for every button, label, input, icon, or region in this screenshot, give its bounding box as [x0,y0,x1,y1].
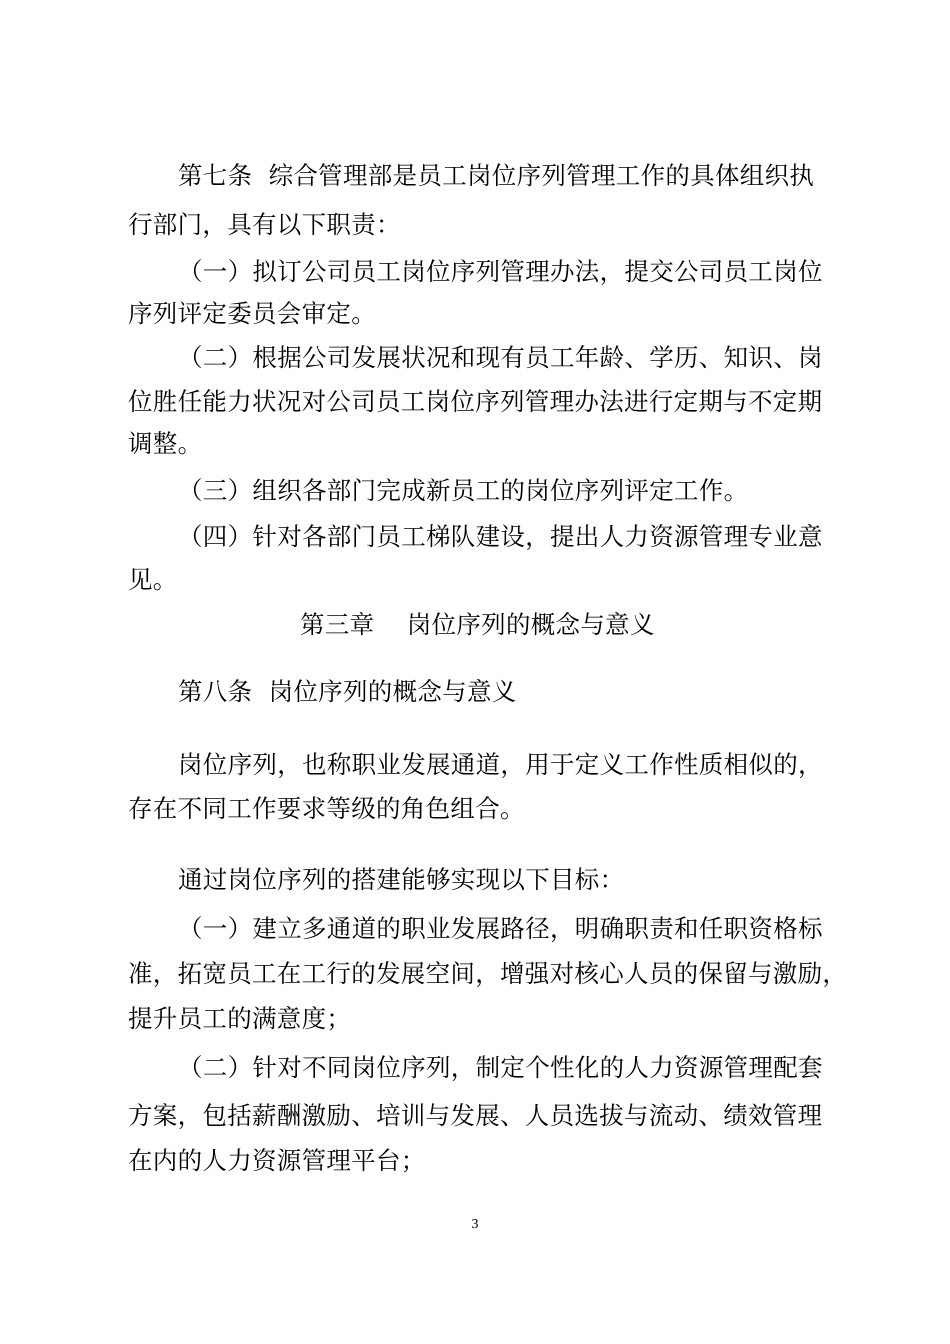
goal-2-line-1: （二）针对不同岗位序列，制定个性化的人力资源管理配套 [178,1053,823,1082]
goal-1-line-2: 准，拓宽员工在工行的发展空间，增强对核心人员的保留与激励， [128,959,848,988]
article-7-line-1: 第七条 综合管理部是员工岗位序列管理工作的具体组织执 [178,161,815,190]
goal-1-line-1: （一）建立多通道的职业发展路径，明确职责和任职资格标 [178,914,823,943]
item-2-line-3: 调整。 [128,429,203,458]
item-2-line-1: （二）根据公司发展状况和现有员工年龄、学历、知识、岗 [178,343,823,372]
chapter-3-heading: 第三章 岗位序列的概念与意义 [300,610,655,639]
item-1-line-2: 序列评定委员会审定。 [128,299,376,328]
goals-intro: 通过岗位序列的搭建能够实现以下目标： [178,865,625,894]
goal-2-line-2: 方案，包括薪酬激励、培训与发展、人员选拔与流动、绩效管理 [128,1101,823,1130]
item-1-line-1: （一）拟订公司员工岗位序列管理办法，提交公司员工岗位 [178,257,823,286]
goal-2-line-3: 在内的人力资源管理平台； [128,1146,426,1175]
page-number: 3 [471,1217,479,1232]
item-4-line-1: （四）针对各部门员工梯队建设，提出人力资源管理专业意 [178,522,823,551]
item-2-line-2: 位胜任能力状况对公司员工岗位序列管理办法进行定期与不定期 [128,387,823,416]
article-8-heading: 第八条 岗位序列的概念与意义 [178,677,517,706]
definition-line-1: 岗位序列，也称职业发展通道，用于定义工作性质相似的， [178,750,823,779]
goal-1-line-3: 提升员工的满意度； [128,1004,352,1033]
item-3-line-1: （三）组织各部门完成新员工的岗位序列评定工作。 [178,476,749,505]
definition-line-2: 存在不同工作要求等级的角色组合。 [128,794,525,823]
item-4-line-2: 见。 [128,565,178,594]
article-7-line-2: 行部门，具有以下职责： [128,210,401,239]
